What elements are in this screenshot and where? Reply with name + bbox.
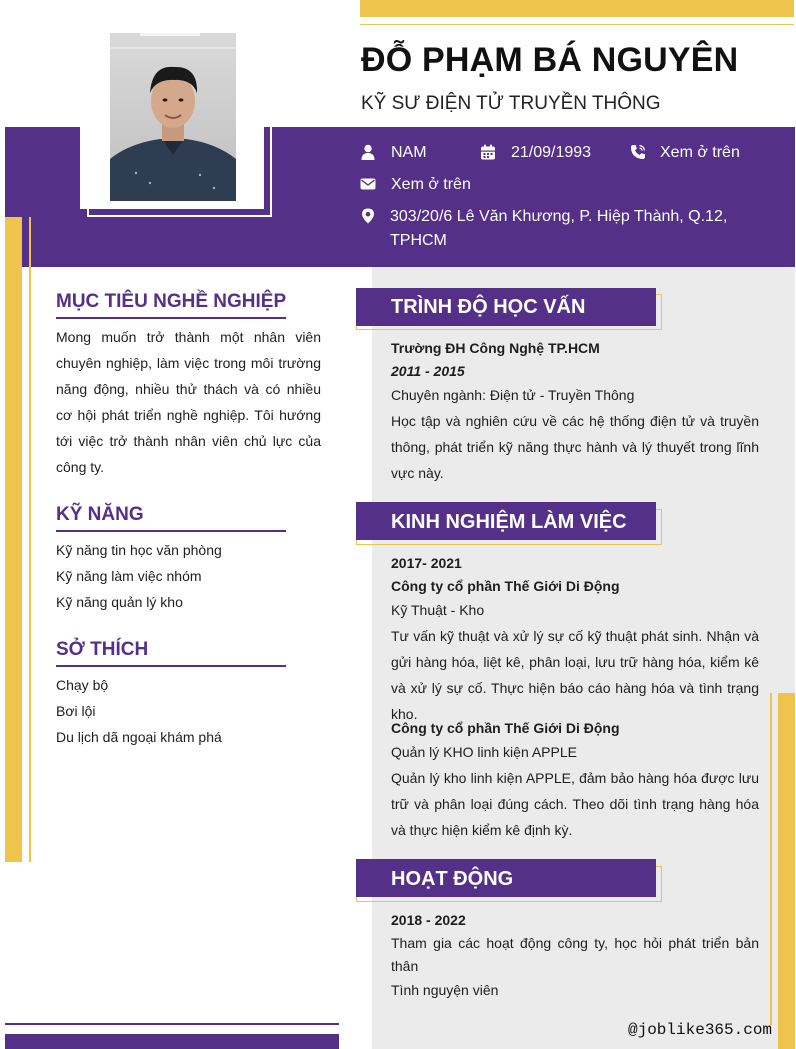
address-line-2: TPHCM bbox=[390, 232, 447, 249]
birthdate-text: 21/09/1993 bbox=[511, 144, 592, 161]
skills-list bbox=[56, 537, 222, 615]
hobbies-rule bbox=[56, 665, 286, 667]
address-line-1: 303/20/6 Lê Văn Khương, P. Hiệp Thành, Q.12, bbox=[390, 208, 728, 225]
skills-heading: KỸ NĂNG bbox=[56, 504, 144, 525]
candidate-name: ĐỖ PHẠM BÁ NGUYÊN bbox=[361, 41, 739, 79]
experience-entry-1 bbox=[391, 552, 759, 727]
education-heading: TRÌNH ĐỘ HỌC VẤN bbox=[391, 296, 586, 318]
user-icon bbox=[360, 144, 376, 160]
list-item: Chạy bộ bbox=[56, 677, 109, 693]
calendar-icon bbox=[480, 144, 496, 160]
objective-text: Mong muốn trở thành một nhân viên chuyên nghiệp, làm việc trong môi trường năng động, nhiều thử thách và có nhiều cơ hội phát triển nghề nghiệp. Tôi hướng tới việc trở thành nhân viên chủ lực của công ty. bbox=[56, 329, 321, 475]
company-name: Công ty cổ phần Thế Giới Di Động bbox=[391, 578, 620, 594]
school-name: Trường ĐH Công Nghệ TP.HCM bbox=[391, 340, 600, 356]
hobbies-heading: SỞ THÍCH bbox=[56, 639, 149, 660]
list-item: Bơi lội bbox=[56, 703, 96, 719]
company-name: Công ty cổ phần Thế Giới Di Động bbox=[391, 720, 620, 736]
education-major: Chuyên ngành: Điện tử - Truyền Thông bbox=[391, 387, 635, 403]
left-accent-bar bbox=[5, 217, 22, 862]
profile-photo bbox=[110, 33, 236, 201]
list-item: Kỹ năng tin học văn phòng bbox=[56, 542, 222, 558]
job-role: Kỹ Thuật - Kho bbox=[391, 602, 485, 618]
watermark: @joblike365.com bbox=[628, 1021, 773, 1039]
location-pin-icon bbox=[360, 208, 376, 224]
left-accent-line bbox=[29, 217, 31, 862]
experience-entry-2 bbox=[391, 717, 759, 843]
job-description: Quản lý kho linh kiện APPLE, đảm bảo hàng hóa được lưu trữ và phân loại đúng cách. Theo dõi tình trạng hàng hóa và thực hiện kiểm kê định kỳ. bbox=[391, 770, 759, 838]
gender-text: NAM bbox=[391, 144, 427, 161]
bottom-accent-bar bbox=[5, 1034, 339, 1049]
envelope-icon bbox=[360, 176, 376, 192]
objective-rule bbox=[56, 317, 286, 319]
activities-heading: HOẠT ĐỘNG bbox=[391, 868, 514, 890]
education-description: Học tập và nghiên cứu về các hệ thống điện tử và truyền thông, phát triển kỹ năng thực hành và lý thuyết trong lĩnh vực này. bbox=[391, 413, 759, 481]
list-item: Kỹ năng làm việc nhóm bbox=[56, 568, 202, 584]
bottom-accent-line bbox=[5, 1023, 339, 1025]
education-entry bbox=[391, 337, 759, 486]
experience-period: 2017- 2021 bbox=[391, 555, 462, 571]
experience-heading: KINH NGHIỆM LÀM VIỆC bbox=[391, 511, 627, 533]
activity-item: Tình nguyện viên bbox=[391, 982, 499, 998]
top-accent-line bbox=[360, 24, 794, 25]
list-item: Du lịch dã ngoại khám phá bbox=[56, 729, 222, 745]
phone-icon bbox=[630, 144, 646, 160]
activities-entry bbox=[391, 909, 759, 1003]
candidate-title: KỸ SƯ ĐIỆN TỬ TRUYỀN THÔNG bbox=[361, 93, 661, 114]
hobbies-list bbox=[56, 672, 222, 750]
activities-period: 2018 - 2022 bbox=[391, 912, 466, 928]
email-text: Xem ở trên bbox=[391, 176, 471, 193]
right-accent-bar bbox=[778, 693, 795, 1049]
skills-rule bbox=[56, 530, 286, 532]
job-description: Tư vấn kỹ thuật và xử lý sự cố kỹ thuật phát sinh. Nhận và gửi hàng hóa, liệt kê, phân loại, lưu trữ hàng hóa, kiểm kê và xử lý sự cố. Thực hiện báo cáo hàng hóa và tình trạng kho. bbox=[391, 628, 759, 722]
top-accent-bar bbox=[360, 0, 794, 17]
objective-heading: MỤC TIÊU NGHỀ NGHIỆP bbox=[56, 291, 287, 312]
list-item: Kỹ năng quản lý kho bbox=[56, 594, 183, 610]
right-accent-line bbox=[770, 693, 772, 1025]
job-role: Quản lý KHO linh kiện APPLE bbox=[391, 744, 577, 760]
phone-text: Xem ở trên bbox=[660, 144, 740, 161]
activity-item: Tham gia các hoạt động công ty, học hỏi phát triển bản thân bbox=[391, 935, 759, 974]
education-years: 2011 - 2015 bbox=[391, 363, 465, 379]
